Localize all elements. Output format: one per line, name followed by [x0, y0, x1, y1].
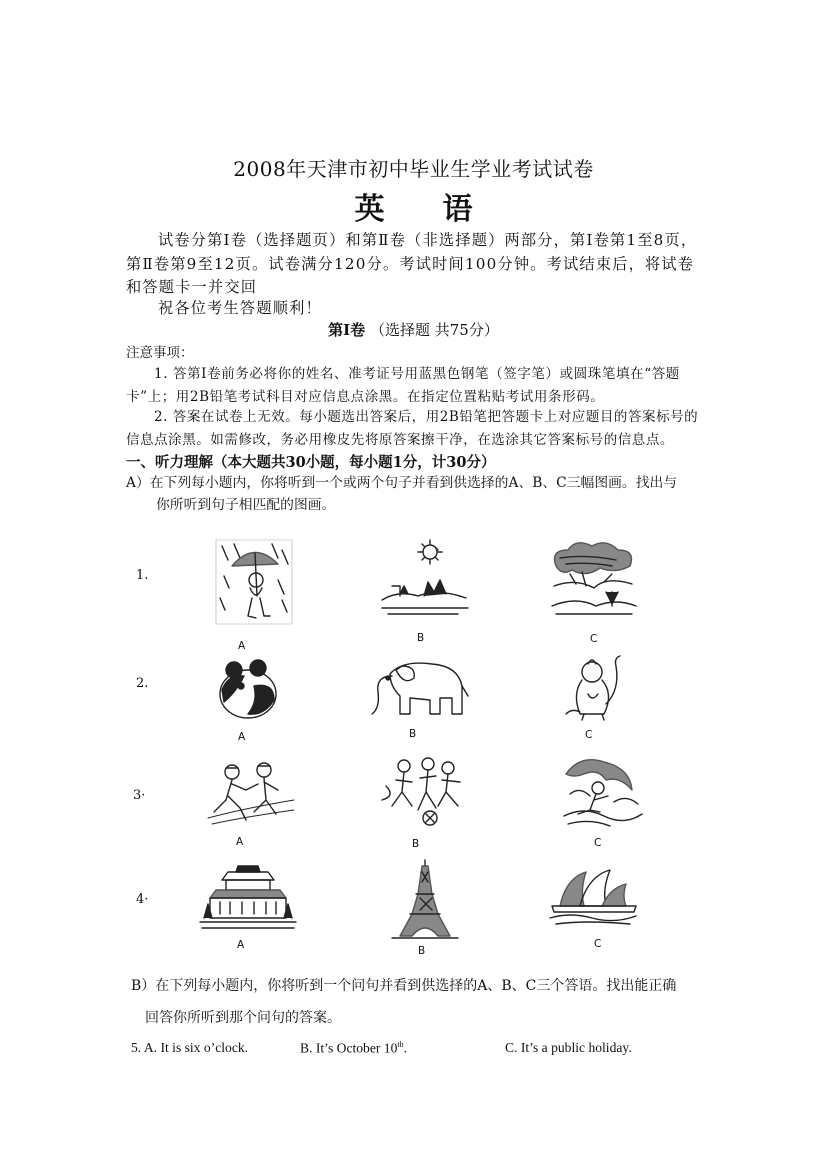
exam-wish: 祝各位考生答题顺利！	[158, 299, 322, 317]
option-label: B	[409, 728, 417, 740]
notice-item-2: 2. 答案在试卷上无效。每小题选出答案后，用2B铅笔把答题卡上对应题目的答案标号的信息点涂黑。如需修改，务必用橡皮先将原答案擦干净，在选涂其它答案标号的信息点。	[126, 409, 699, 448]
exam-title: 2008年天津市初中毕业生学业考试试卷	[233, 157, 594, 181]
option-label: C	[590, 633, 598, 645]
panda-icon	[214, 656, 282, 722]
question-number: 2.	[136, 676, 149, 691]
question-5-option-b	[300, 1040, 407, 1057]
option-label: C	[585, 729, 593, 741]
skating-icon	[206, 760, 296, 828]
football-icon	[376, 756, 472, 828]
question-5-number: 5.	[131, 1040, 142, 1055]
option-b-end: .	[403, 1040, 408, 1056]
part1-title: 第Ⅰ卷	[328, 321, 366, 339]
option-label: B	[417, 632, 425, 644]
eiffel-tower-icon	[390, 858, 460, 942]
notice-item-1: 1. 答第Ⅰ卷前务必将你的姓名、准考证号用蓝黑色钢笔（签字笔）或圆珠笔填在“答题卡”上；用2B铅笔考试科目对应信息点涂黑。在指定位置粘贴考试用条形码。	[126, 366, 680, 405]
option-label: B	[418, 945, 426, 957]
option-label: A	[237, 939, 245, 951]
partA-line-1: A）在下列每小题内，你将听到一个或两个句子并看到供选择的A、B、C三幅图画。找出与	[126, 475, 678, 491]
subject-char-1: 英	[354, 192, 385, 227]
elephant-icon	[366, 656, 470, 718]
windy-cloud-icon	[546, 536, 640, 626]
tiananmen-icon	[198, 862, 298, 932]
sunny-landscape-icon	[378, 538, 470, 624]
monkey-icon	[562, 654, 626, 722]
question-number: 4·	[136, 892, 149, 907]
option-label: A	[236, 836, 244, 848]
question-5-option-a: A. It is six o’clock.	[143, 1040, 249, 1055]
section1-heading: 一、听力理解（本大题共30小题，每小题1分，计30分）	[126, 454, 496, 471]
partB-instructions	[131, 974, 711, 1030]
option-b-text: B. It’s October 10	[300, 1040, 398, 1056]
part1-heading	[0, 319, 827, 340]
rain-umbrella-icon	[212, 536, 296, 628]
notice-title: 注意事项：	[126, 345, 194, 361]
surfing-icon	[560, 754, 644, 830]
option-label: C	[594, 938, 602, 950]
option-label: C	[594, 837, 602, 849]
question-number: 1.	[136, 568, 149, 583]
exam-intro: 试卷分第Ⅰ卷（选择题页）和第Ⅱ卷（非选择题）两部分，第Ⅰ卷第1至8页，第Ⅱ卷第9至12页。试卷满分120分。考试时间100分钟。考试结束后，将试卷和答题卡一并交回	[126, 231, 698, 296]
part1-note: （选择题 共75分）	[369, 321, 499, 339]
option-label: A	[238, 731, 246, 743]
partA-line-2: 你所听到句子相匹配的图画。	[156, 497, 336, 513]
option-label: A	[238, 640, 246, 652]
subject-char-2: 语	[442, 192, 473, 227]
question-5-option-c: C. It’s a public holiday.	[505, 1040, 632, 1055]
subject-title	[0, 184, 827, 228]
partA-instructions	[126, 472, 706, 516]
question-5-prompt	[131, 1040, 248, 1056]
opera-house-icon	[546, 858, 640, 930]
question-number: 3·	[133, 788, 146, 803]
option-label: B	[412, 838, 420, 850]
partB-line-1: B）在下列每小题内，你将听到一个问句并看到供选择的A、B、C三个答语。找出能正确	[131, 978, 677, 994]
partB-line-2: 回答你所听到那个问句的答案。	[145, 1010, 341, 1026]
option-b-sup: th	[397, 1040, 404, 1049]
